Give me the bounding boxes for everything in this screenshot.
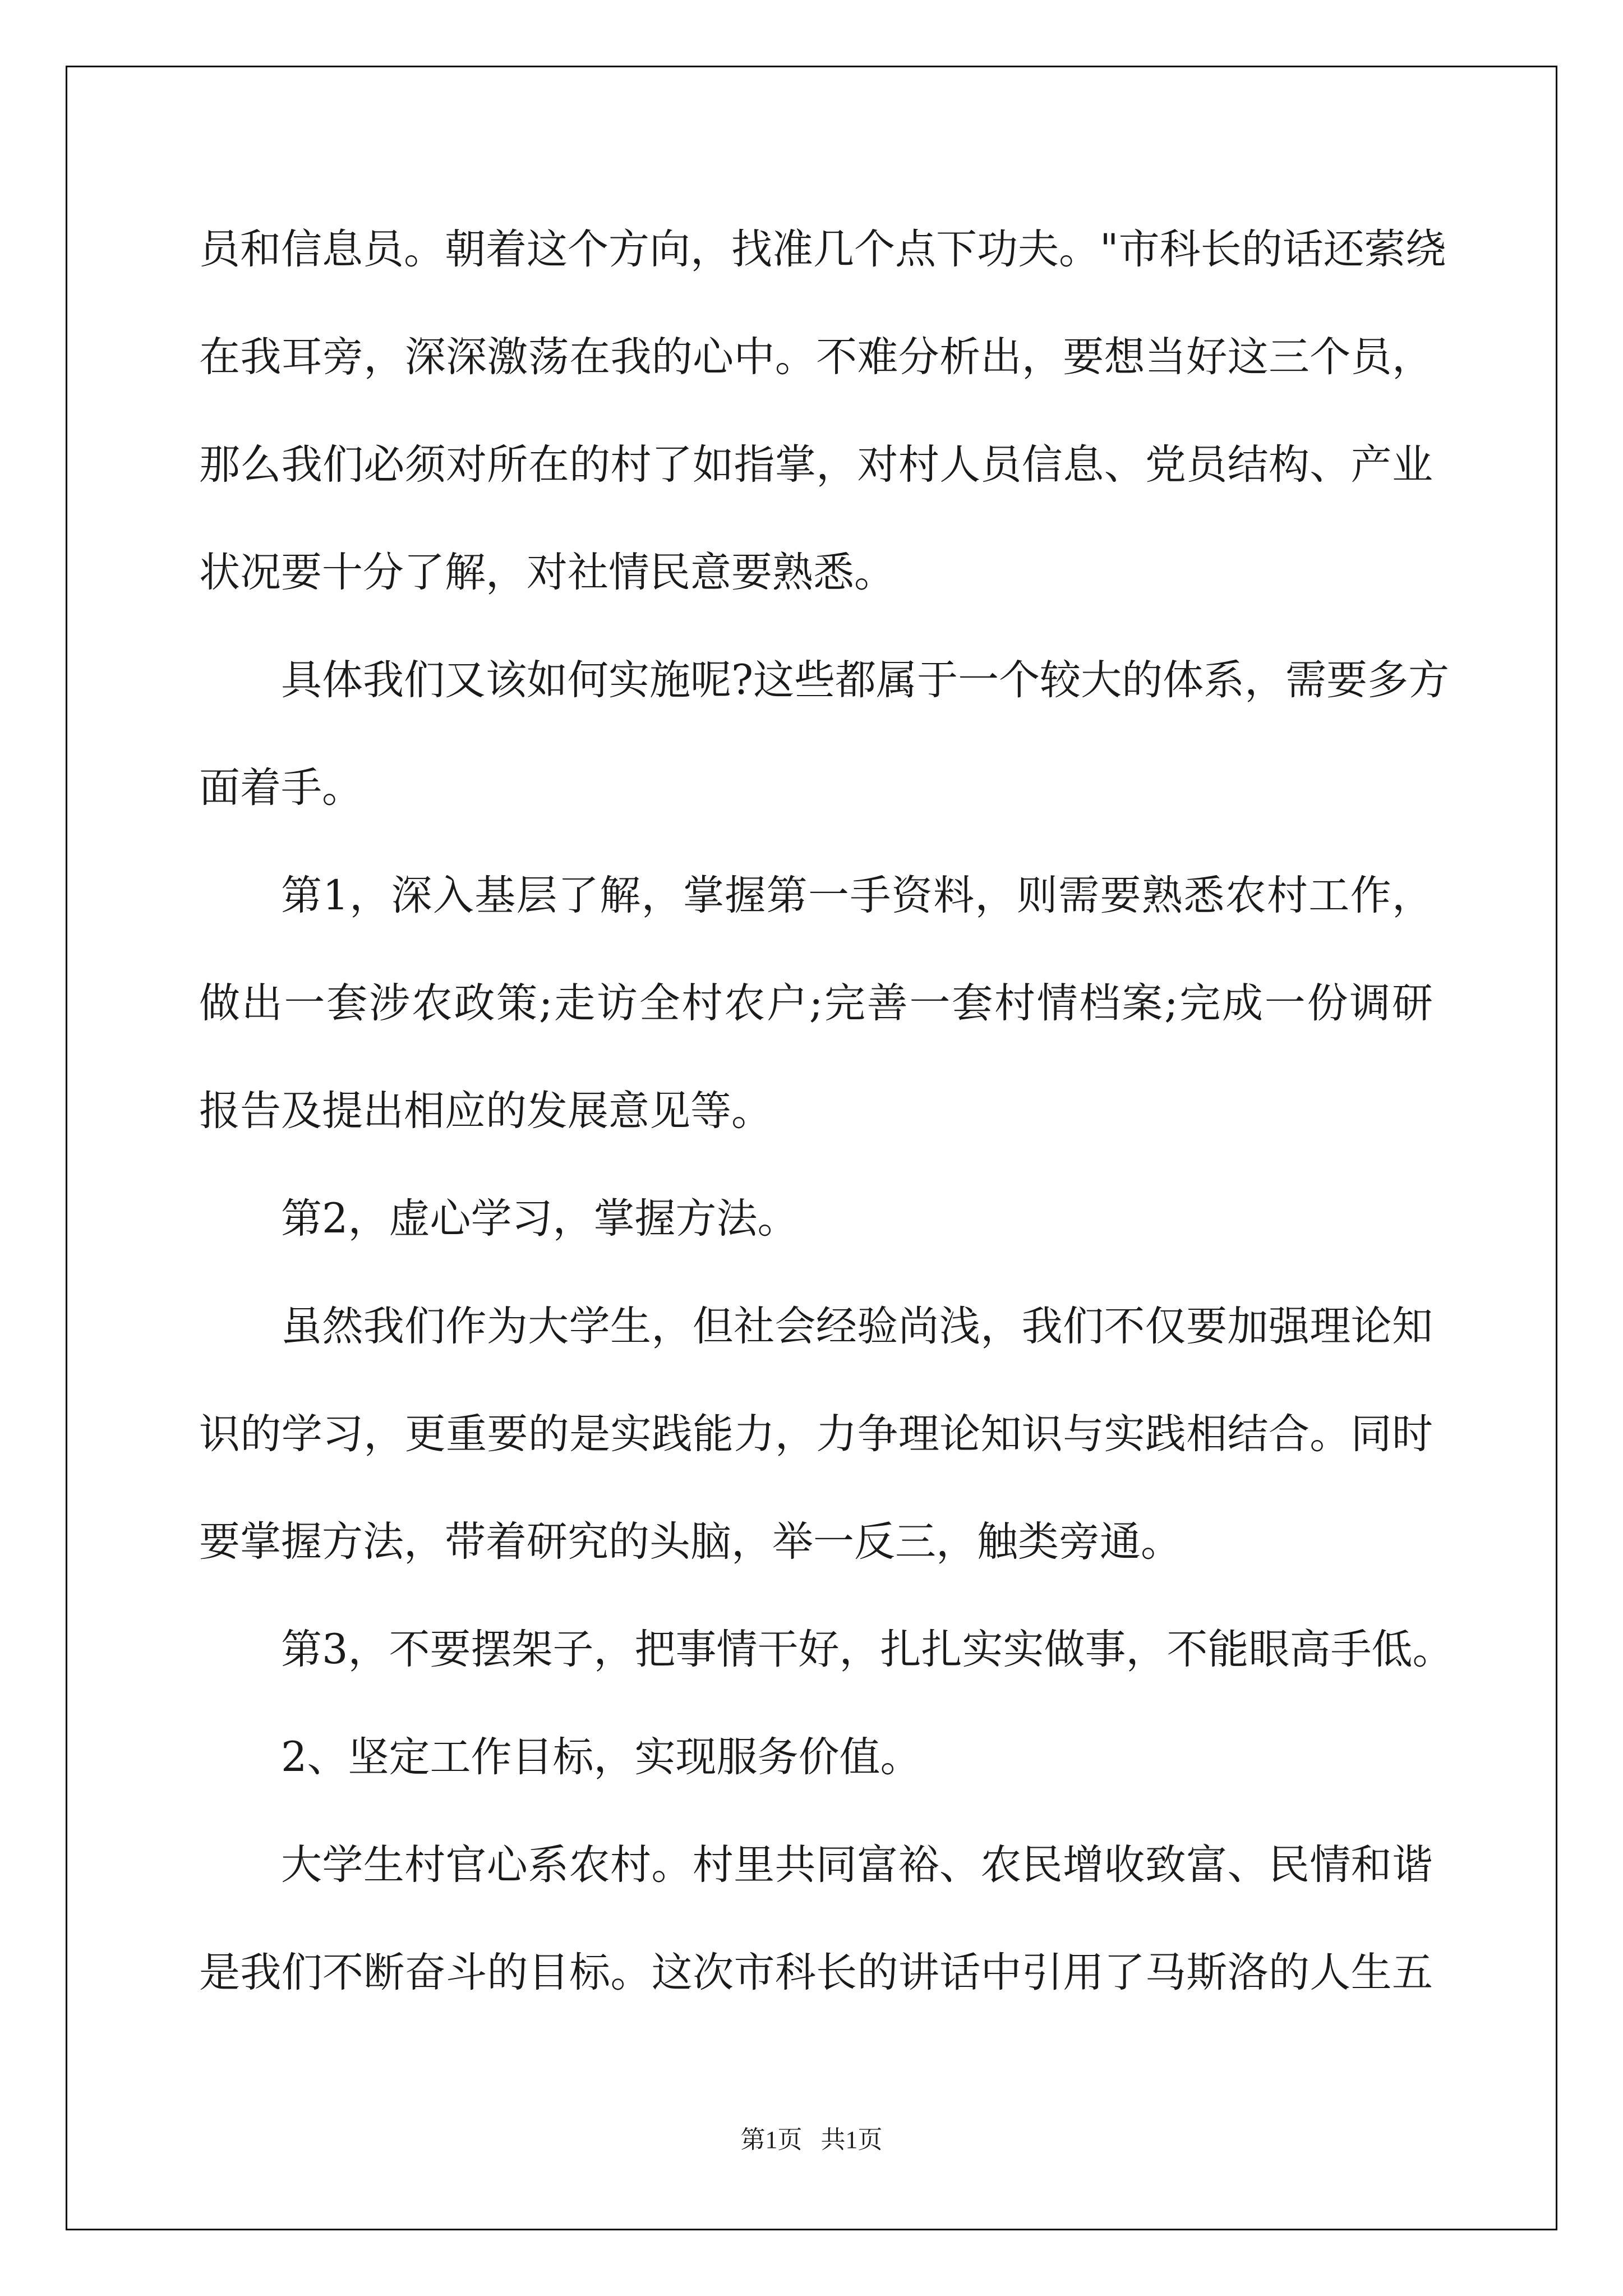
page-border — [66, 66, 1557, 2230]
text-line: 在我耳旁，深深激荡在我的心中。不难分析出，要想当好这三个员， — [199, 333, 1433, 381]
text-line: 报告及提出相应的发展意见等。 — [199, 1087, 772, 1135]
paragraph-first-line: 具体我们又该如何实施呢?这些都属于一个较大的体系，需要多方 — [281, 656, 1450, 704]
text-line: 那么我们必须对所在的村了如指掌，对村人员信息、党员结构、产业 — [199, 441, 1433, 489]
text-line: 识的学习，更重要的是实践能力，力争理论知识与实践相结合。同时 — [199, 1410, 1433, 1458]
paragraph-first-line: 虽然我们作为大学生，但社会经验尚浅，我们不仅要加强理论知 — [281, 1303, 1433, 1350]
text-line: 员和信息员。朝着这个方向，找准几个点下功夫。"市科长的话还萦绕 — [199, 226, 1446, 273]
paragraph-first-line: 第1，深入基层了解，掌握第一手资料，则需要熟悉农村工作， — [281, 872, 1433, 919]
text-line: 要掌握方法，带着研究的头脑，举一反三，触类旁通。 — [199, 1518, 1182, 1566]
text-line: 状况要十分了解，对社情民意要熟悉。 — [199, 549, 895, 596]
text-line: 是我们不断奋斗的目标。这次市科长的讲话中引用了马斯洛的人生五 — [199, 1949, 1433, 1996]
page-number-footer: 第1页 共1页 — [740, 2126, 883, 2154]
paragraph-first-line: 第2，虚心学习，掌握方法。 — [281, 1195, 799, 1243]
paragraph-first-line: 第3，不要摆架子，把事情干好，扎扎实实做事，不能眼高手低。 — [281, 1626, 1454, 1673]
heading-line: 2、坚定工作目标，实现服务价值。 — [281, 1733, 921, 1781]
text-line: 面着手。 — [199, 764, 363, 812]
text-line: 做出一套涉农政策;走访全村农户;完善一套村情档案;完成一份调研 — [199, 979, 1433, 1027]
paragraph-first-line: 大学生村官心系农村。村里共同富裕、农民增收致富、民情和谐 — [281, 1841, 1433, 1889]
